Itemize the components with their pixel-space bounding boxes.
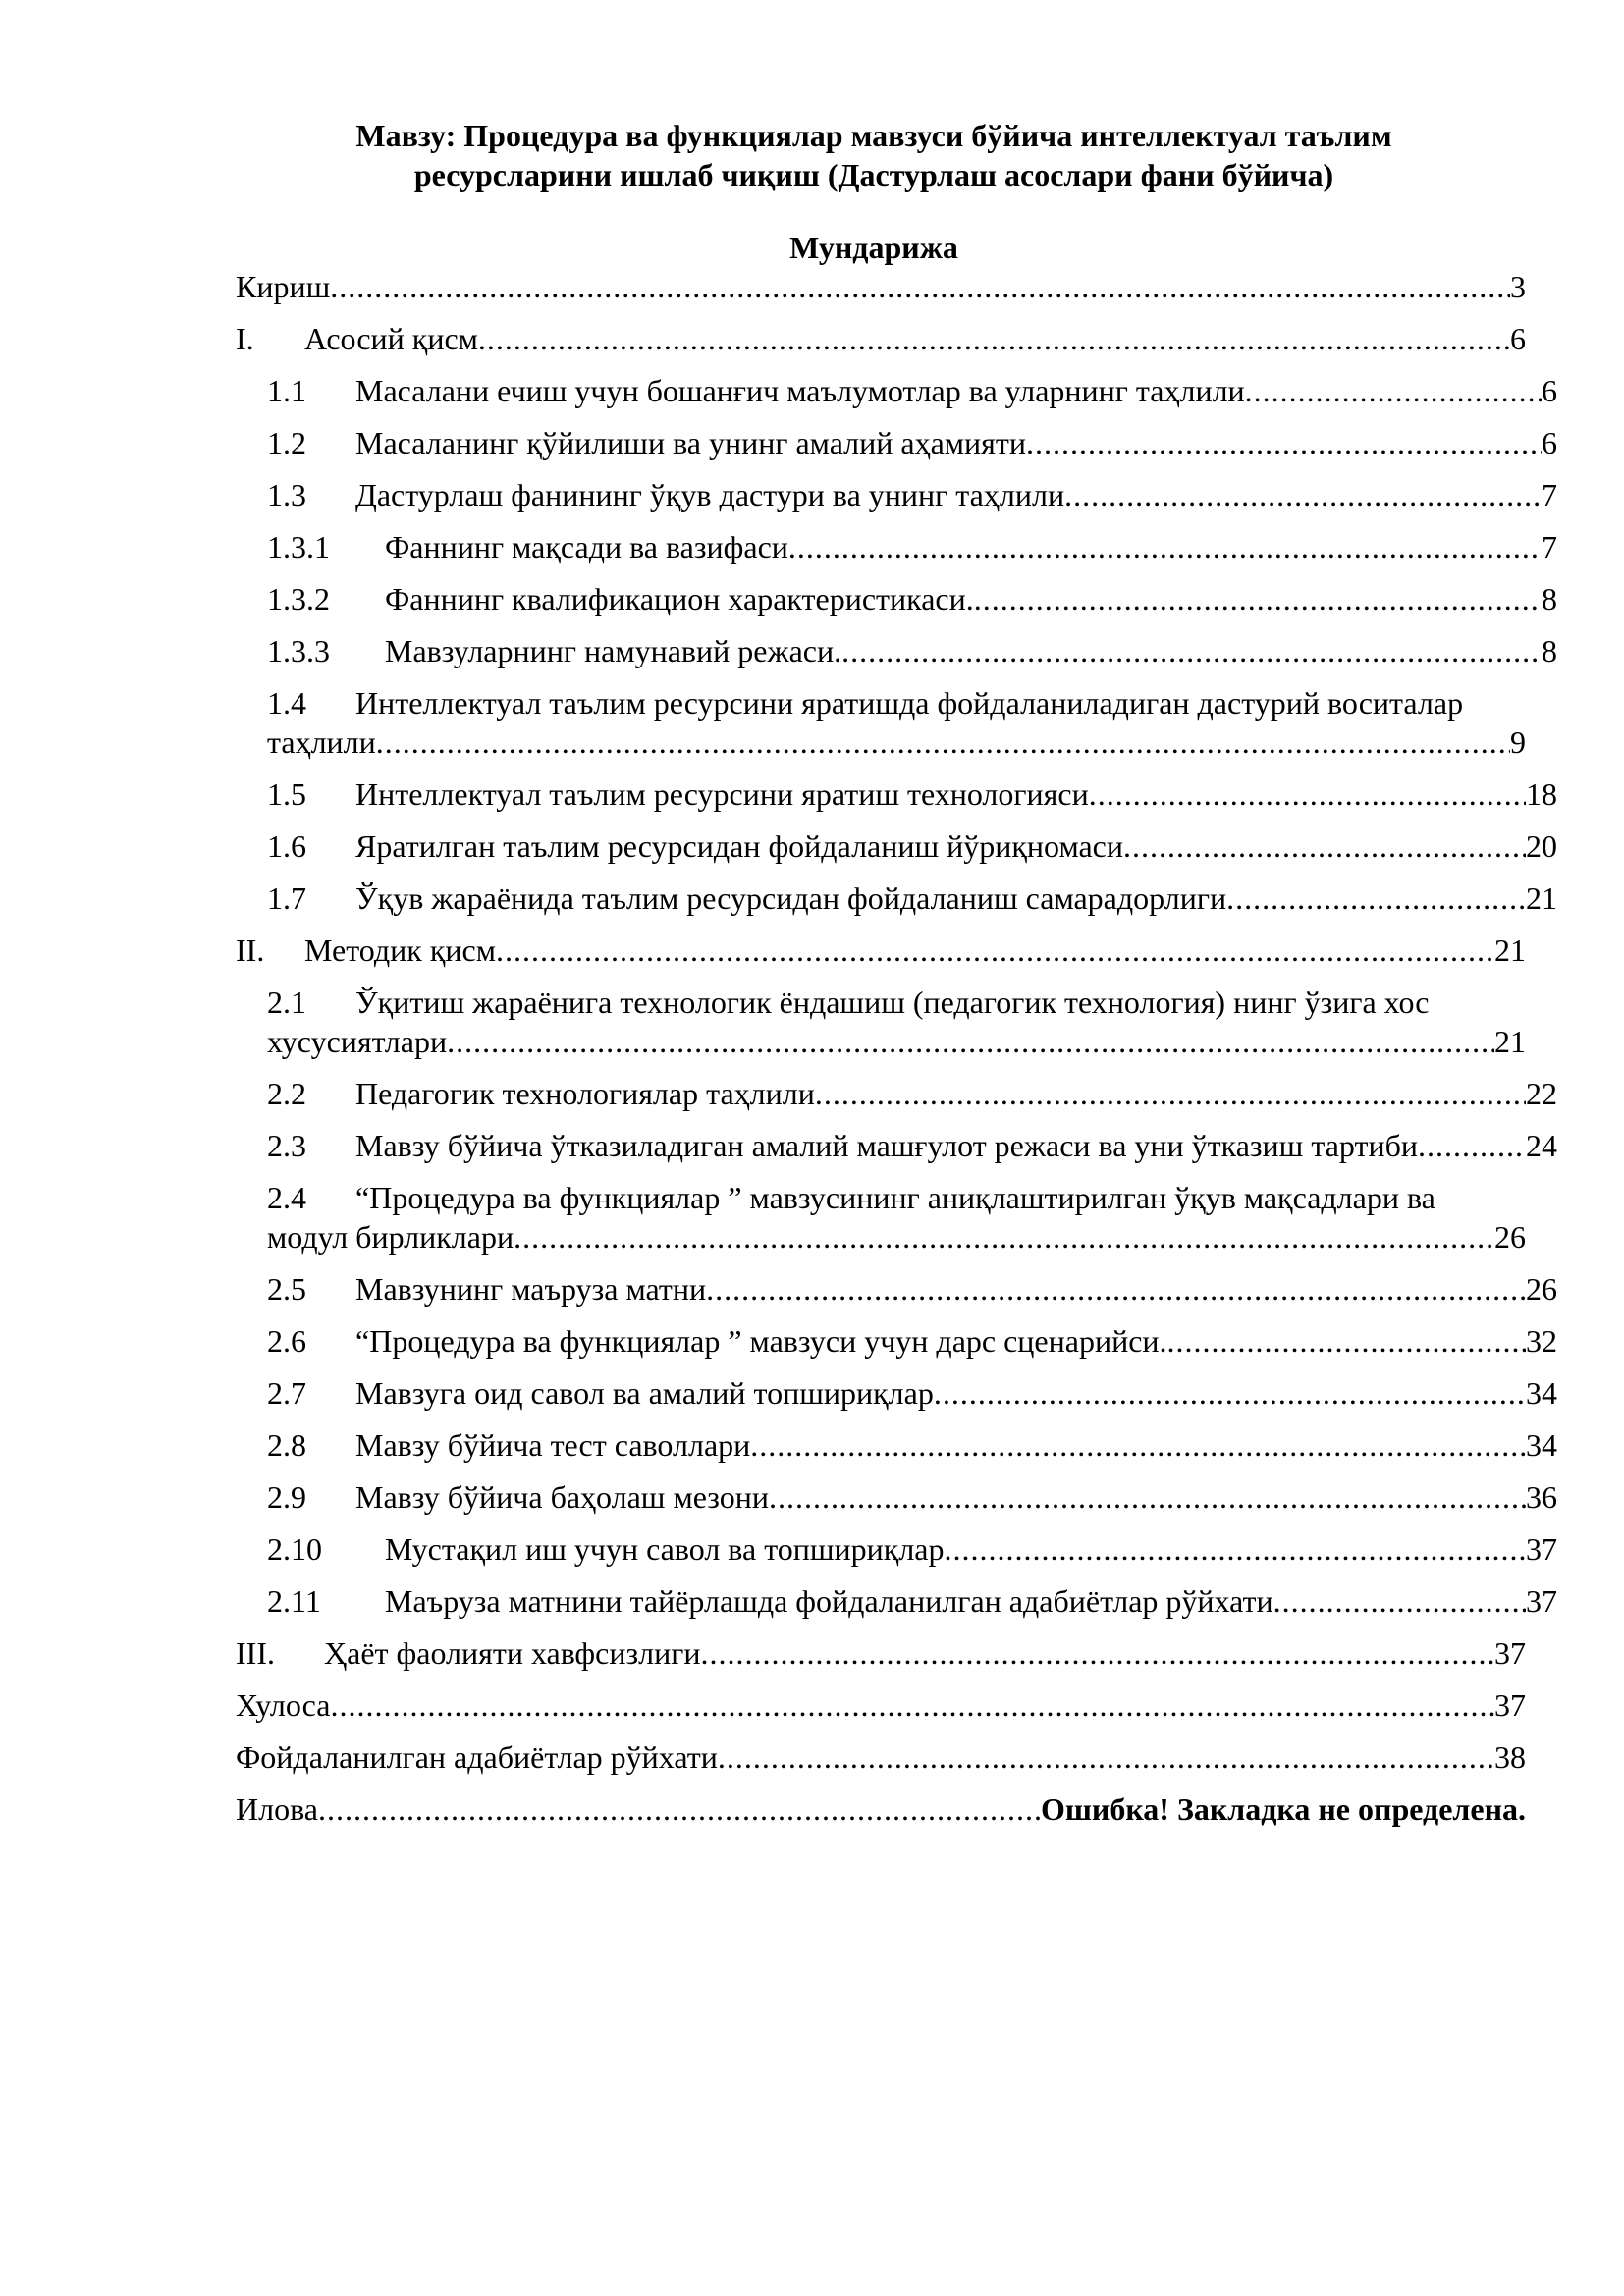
toc-entry-number: 2.6 [267, 1323, 306, 1359]
toc-entry-number: 1.7 [267, 881, 306, 916]
leader-dots [944, 1529, 1526, 1569]
toc-entry-number: 2.8 [267, 1427, 306, 1463]
leader-dots [706, 1269, 1526, 1308]
leader-dots [330, 1685, 1494, 1725]
toc-entry-page: 6 [1510, 321, 1526, 356]
leader-dots [1089, 774, 1526, 814]
toc-entry-page: 8 [1542, 633, 1557, 668]
toc-entry-page: 26 [1494, 1219, 1526, 1255]
toc-entry[interactable] [236, 579, 1557, 618]
toc-entry-text: Ҳаёт фаолияти хавфсизлиги [324, 1635, 701, 1671]
toc-entry-text: Илова [236, 1791, 318, 1827]
toc-entry-page: 6 [1542, 425, 1557, 460]
leader-dots [700, 1633, 1494, 1673]
toc-entry[interactable] [236, 267, 1526, 306]
toc-entry[interactable] [236, 1425, 1557, 1465]
toc-entry[interactable] [236, 1321, 1557, 1361]
toc-entry[interactable] [236, 423, 1557, 462]
toc-entry[interactable] [236, 879, 1557, 918]
toc-heading: Мундарижа [789, 230, 958, 265]
title-line-1: Мавзу: Процедура ва функциялар мавзуси бўйича интеллектуал таълим [355, 118, 1392, 153]
toc-entry[interactable] [236, 1126, 1557, 1165]
leader-dots [750, 1425, 1526, 1465]
toc-entry-number: 2.3 [267, 1128, 306, 1163]
toc-entry-text: таҳлили [267, 724, 376, 760]
toc-entry-number: 2.1 [267, 985, 306, 1020]
toc-entry[interactable] [236, 631, 1557, 670]
toc-entry-continuation[interactable] [267, 1217, 1526, 1256]
toc-entry-page: 37 [1526, 1583, 1557, 1619]
leader-dots [478, 319, 1510, 358]
toc-entry-page: 18 [1526, 776, 1557, 812]
toc-entry[interactable] [236, 1178, 1557, 1217]
toc-entry-page: 6 [1542, 373, 1557, 408]
toc-entry[interactable] [236, 931, 1526, 970]
toc-entry[interactable] [236, 1477, 1557, 1517]
toc-entry-text: Фаннинг мақсади ва вазифаси [385, 529, 788, 564]
leader-dots [1123, 827, 1526, 866]
toc-entry-number: 1.6 [267, 828, 306, 864]
toc-entry-page: 9 [1510, 724, 1526, 760]
toc-entry-text: Мавзу бўйича тест саволлари [355, 1427, 751, 1463]
leader-dots [447, 1022, 1494, 1061]
toc-entry-text: Ўқув жараёнида таълим ресурсидан фойдаланиш самарадорлиги [355, 881, 1227, 916]
toc-entry-text: модул бирликлари [267, 1219, 514, 1255]
toc-entry[interactable] [236, 1074, 1557, 1113]
toc-entry-page: 20 [1526, 828, 1557, 864]
leader-dots [1064, 475, 1542, 514]
toc-entry[interactable] [236, 527, 1557, 566]
toc-entry-number: 1.4 [267, 685, 306, 721]
toc-entry-text: Мавзунинг маъруза матни [355, 1271, 707, 1307]
toc-entry-page: 8 [1542, 581, 1557, 616]
toc-entry[interactable] [236, 774, 1557, 814]
toc-entry[interactable] [236, 1581, 1557, 1621]
leader-dots [788, 527, 1542, 566]
toc-entry-text: Дастурлаш фанининг ўқув дастури ва унинг таҳлили [355, 477, 1065, 512]
toc-entry-page: 22 [1526, 1076, 1557, 1111]
toc-entry-text: “Процедура ва функциялар ” мавзусининг аниқлаштирилган ўқув мақсадлари ва [355, 1180, 1435, 1215]
toc-entry-text: Масаланинг қўйилиши ва унинг амалий аҳамияти [355, 425, 1026, 460]
leader-dots [496, 931, 1494, 970]
toc-entry-page: 7 [1542, 529, 1557, 564]
leader-dots [1245, 371, 1542, 410]
toc-entry-text: Маъруза матнини тайёрлашда фойдаланилган адабиётлар рўйхати [385, 1583, 1273, 1619]
leader-dots [318, 1789, 1041, 1829]
toc-entry-text: “Процедура ва функциялар ” мавзуси учун дарс сценарийси. [355, 1323, 1167, 1359]
toc-entry-number: 1.3.2 [267, 581, 330, 616]
toc-entry-page: 7 [1542, 477, 1557, 512]
leader-dots [1418, 1126, 1526, 1165]
toc-entry[interactable] [236, 1633, 1526, 1673]
toc-entry-number: 2.11 [267, 1583, 321, 1619]
toc-entry-number: 2.4 [267, 1180, 306, 1215]
toc-entry-number: 2.5 [267, 1271, 306, 1307]
toc-entry-number: 2.7 [267, 1375, 306, 1411]
toc-entry-text: Мавзу бўйича баҳолаш мезони [355, 1479, 769, 1515]
toc-entry-number: 1.2 [267, 425, 306, 460]
leader-dots [330, 267, 1510, 306]
toc-entry-continuation[interactable] [267, 1022, 1526, 1061]
toc-entry-text: Мавзу бўйича ўтказиладиган амалий машғулот режаси ва уни ўтказиш тартиби [355, 1128, 1418, 1163]
toc-entry-page: 32 [1526, 1323, 1557, 1359]
toc-entry[interactable] [236, 983, 1557, 1022]
leader-dots [974, 579, 1542, 618]
toc-entry-page: 37 [1494, 1687, 1526, 1723]
toc-entry-text: Кириш [236, 269, 331, 304]
bookmark-error-text: Ошибка! Закладка не определена. [1040, 1791, 1526, 1827]
toc-entry-text: Методик қисм [304, 933, 496, 968]
toc-entry-text: Мавзуга оид савол ва амалий топшириқлар [355, 1375, 934, 1411]
toc-entry-number: 2.10 [267, 1531, 322, 1567]
toc-entry-number: 1.1 [267, 373, 306, 408]
toc-entry-page: 24 [1526, 1128, 1557, 1163]
toc-entry-number: 2.2 [267, 1076, 306, 1111]
leader-dots [514, 1217, 1494, 1256]
toc-entry-text: Яратилган таълим ресурсидан фойдаланиш йўриқномаси [355, 828, 1123, 864]
toc-entry-page: 37 [1526, 1531, 1557, 1567]
toc-entry-text: Педагогик технологиялар таҳлили [355, 1076, 815, 1111]
toc-entry-page: 34 [1526, 1375, 1557, 1411]
toc-entry-number: 2.9 [267, 1479, 306, 1515]
toc-entry[interactable] [236, 1373, 1557, 1413]
document-title [236, 116, 1512, 194]
leader-dots [934, 1373, 1526, 1413]
leader-dots [841, 631, 1542, 670]
toc-entry-text: Мавзуларнинг намунавий режаси. [385, 633, 842, 668]
toc-entry-text: Хулоса [236, 1687, 331, 1723]
toc-entry-page: 38 [1494, 1739, 1526, 1775]
toc-entry[interactable] [236, 1789, 1526, 1829]
toc-entry[interactable] [236, 371, 1557, 410]
toc-entry-text: хусусиятлари [267, 1024, 448, 1059]
toc-entry-text: Фойдаланилган адабиётлар рўйхати [236, 1739, 718, 1775]
toc-entry[interactable] [236, 319, 1526, 358]
toc-entry-text: Ўқитиш жараёнига технологик ёндашиш (педагогик технология) нинг ўзига хос [355, 985, 1430, 1020]
leader-dots [1167, 1321, 1526, 1361]
toc-entry-text: Мустақил иш учун савол ва топшириқлар [385, 1531, 945, 1567]
toc-entry-text: Масалани ечиш учун бошанғич маълумотлар ва уларнинг таҳлили [355, 373, 1245, 408]
toc-entry-number: 1.3.1 [267, 529, 330, 564]
toc-entry-number: III. [236, 1635, 275, 1671]
toc-entry-page: 21 [1494, 1024, 1526, 1059]
toc-entry[interactable] [236, 475, 1557, 514]
toc-entry-text: Интеллектуал таълим ресурсини яратиш технологияси [355, 776, 1089, 812]
leader-dots [769, 1477, 1526, 1517]
title-line-2: ресурсларини ишлаб чиқиш (Дастурлаш асослари фани бўйича) [413, 157, 1334, 192]
toc-entry-number: I. [236, 321, 254, 356]
leader-dots [376, 722, 1510, 762]
toc-entry[interactable] [236, 1529, 1557, 1569]
toc-entry[interactable] [236, 683, 1557, 722]
toc-entry[interactable] [236, 1685, 1526, 1725]
toc-entry[interactable] [236, 1269, 1557, 1308]
leader-dots [718, 1737, 1494, 1777]
toc-entry-text: Фаннинг квалификацион характеристикаси. [385, 581, 974, 616]
leader-dots [1273, 1581, 1526, 1621]
toc-entry-text: Асосий қисм [304, 321, 478, 356]
toc-entry[interactable] [236, 827, 1557, 866]
toc-entry-page: 37 [1494, 1635, 1526, 1671]
leader-dots [815, 1074, 1526, 1113]
toc-entry-continuation[interactable] [267, 722, 1526, 762]
toc-entry-page: 26 [1526, 1271, 1557, 1307]
leader-dots [1026, 423, 1542, 462]
toc-entry-page: 21 [1526, 881, 1557, 916]
toc-entry[interactable] [236, 1737, 1526, 1777]
toc-entry-page: 36 [1526, 1479, 1557, 1515]
toc-entry-page: 34 [1526, 1427, 1557, 1463]
leader-dots [1226, 879, 1526, 918]
toc-entry-page: 3 [1510, 269, 1526, 304]
toc-entry-number: II. [236, 933, 265, 968]
toc-entry-number: 1.5 [267, 776, 306, 812]
toc-entry-page: 21 [1494, 933, 1526, 968]
toc-entry-number: 1.3 [267, 477, 306, 512]
toc-entry-text: Интеллектуал таълим ресурсини яратишда фойдаланиладиган дастурий воситалар [355, 685, 1464, 721]
toc-entry-number: 1.3.3 [267, 633, 330, 668]
